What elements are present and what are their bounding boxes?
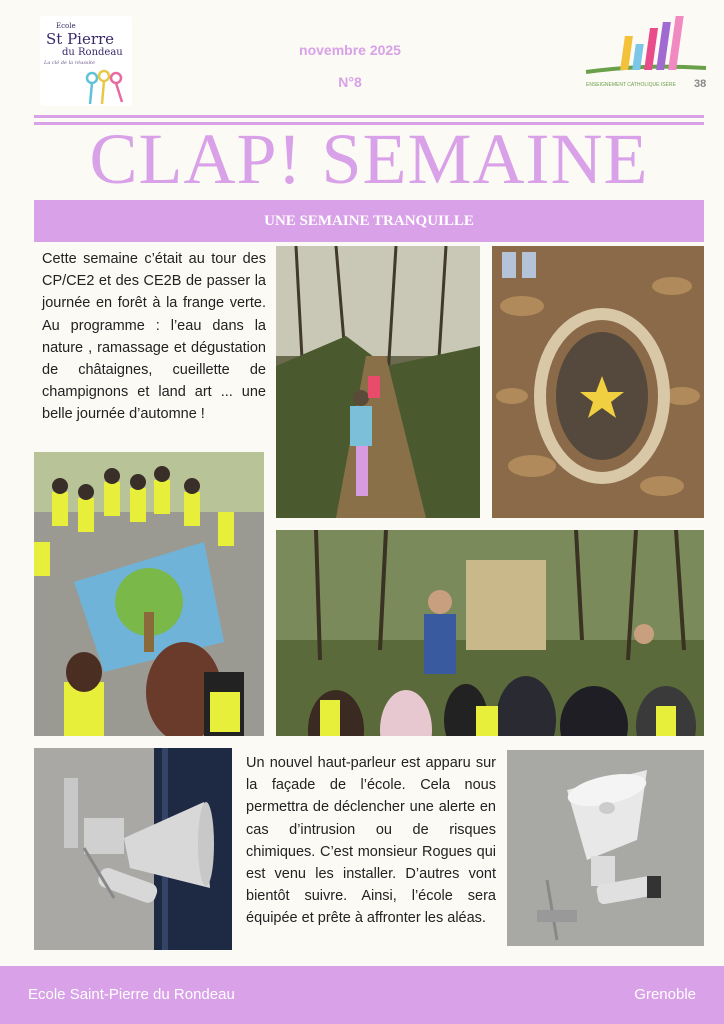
- issue-number: N°8: [338, 74, 362, 90]
- forest-path-photo: [276, 246, 480, 518]
- school-logo-line1: Ecole: [56, 22, 76, 30]
- newsletter-title: CLAP! SEMAINE: [89, 119, 649, 199]
- ec-logo-caption: ENSEIGNEMENT CATHOLIQUE ISÈRE: [586, 82, 676, 88]
- footer-city: Grenoble: [634, 986, 696, 1003]
- section-heading-bar: [34, 200, 704, 242]
- loudspeaker-wall-photo: [34, 748, 232, 950]
- keys-icon: [80, 46, 130, 106]
- land-art-photo: [492, 246, 704, 518]
- footer-bar: [0, 966, 724, 1024]
- section-heading: UNE SEMAINE TRANQUILLE: [264, 212, 474, 229]
- loudspeaker-closeup-photo: [507, 750, 704, 946]
- forest-group-photo: [276, 530, 704, 736]
- newsletter-date: novembre 2025: [299, 42, 401, 58]
- loudspeaker-paragraph: Un nouvel haut-parleur est apparu sur la façade de l’école. Cela nous permettra de déclencher une alerte en cas d’intrusion ou de risques chimiques. C’est monsieur Rogues qui est venu les installer. D’autres vont bientôt suivre. Ainsi, l’école sera équipée et prête à affronter les aléas.: [246, 755, 496, 927]
- forest-day-paragraph: Cette semaine c’était au tour des CP/CE2 et des CE2B de passer la journée en forêt à la frange verte. Au programme : l’eau dans la nature , ramassage et dégustation de châtaignes, cueillette de champignons et land art ... une belle journée d’automne !: [42, 251, 266, 423]
- school-logo: [40, 16, 132, 106]
- enseignement-catholique-logo: [582, 14, 712, 98]
- footer-school-name: Ecole Saint-Pierre du Rondeau: [28, 986, 235, 1003]
- children-mural-photo: [34, 452, 264, 736]
- school-logo-line3: du Rondeau: [62, 47, 123, 58]
- ec-logo-number: 38: [694, 78, 707, 90]
- school-logo-line2: St Pierre: [46, 30, 115, 48]
- school-logo-tagline: La clé de la réussite: [44, 60, 96, 66]
- colorful-bars-icon: [582, 14, 712, 80]
